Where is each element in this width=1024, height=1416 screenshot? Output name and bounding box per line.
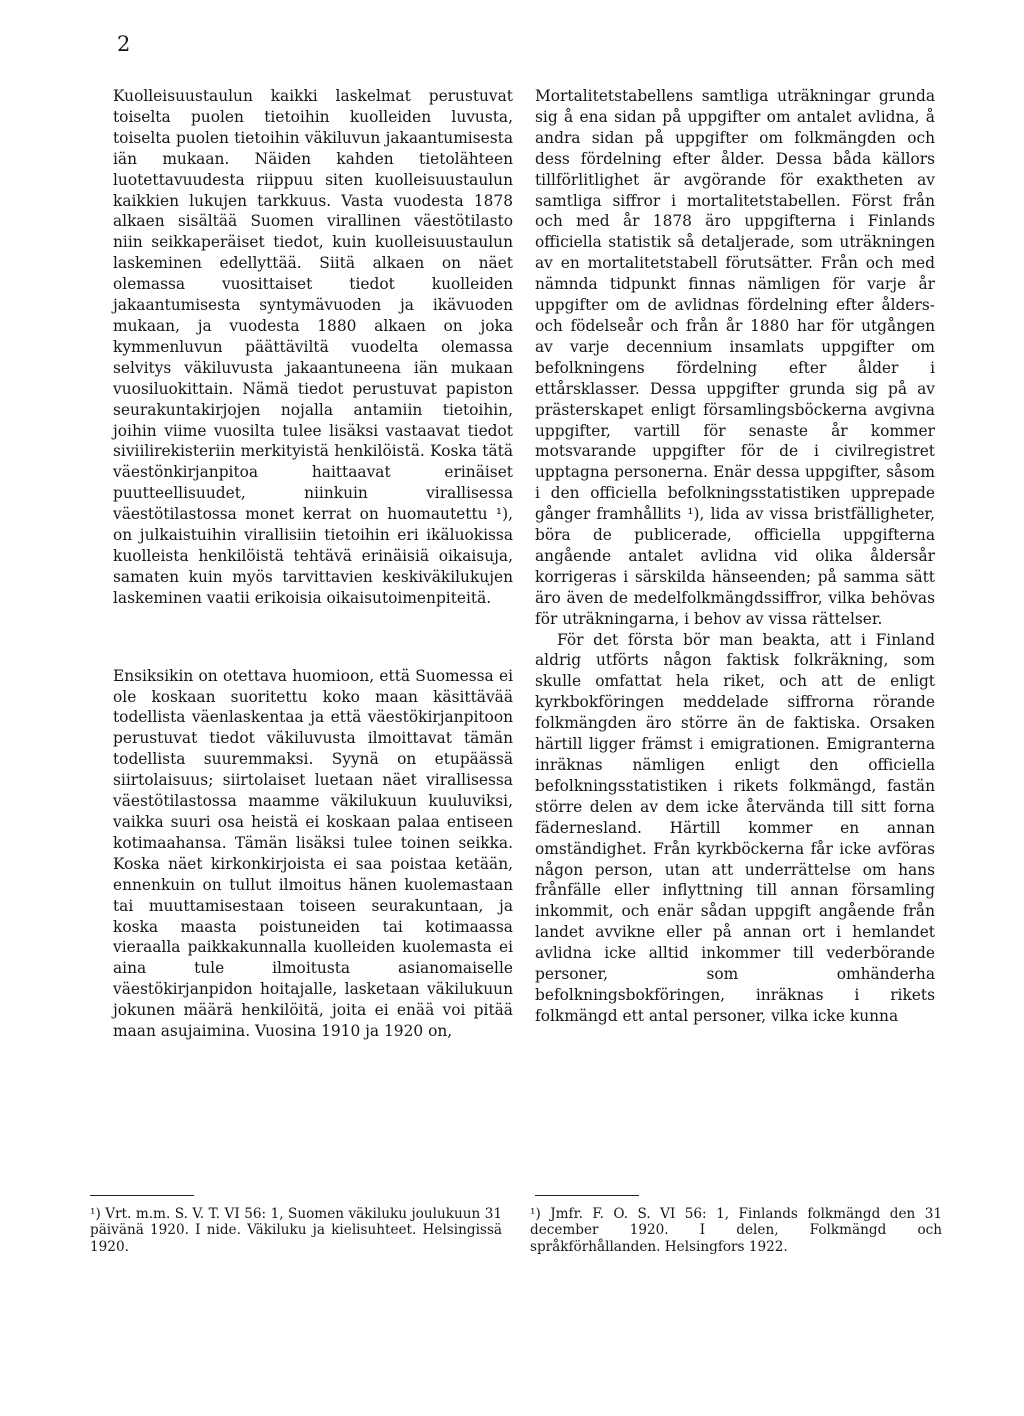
finnish-paragraph-2: Ensiksikin on otettava huomioon, että Suomessa ei ole koskaan suoritettu koko maan käsittävää todellista väenlaskentaa ja että väestökirjanpitoon perustuvat tiedot väkiluvusta ilmoittavat tämän todellista suuremmaksi. Syynä on etupäässä siirtolaisuus; siirtolaiset luetaan näet virallisessa väestötilastossa maamme väkilukuun kuuluviksi, vaikka suuri osa heistä ei koskaan palaa entiseen kotimaahansa. Tämän lisäksi tulee toinen seikka. Koska näet kirkonkirjoista ei saa poistaa ketään, ennenkuin on tullut ilmoitus hänen kuolemastaan tai muuttamisestaan toiseen seurakuntaan, ja koska maasta poistuneiden tai kotimaassa vieraalla paikkakunnalla kuolleiden kuolemasta ei aina tule ilmoitusta asianomaiselle väestökirjanpidon hoitajalle, lasketaan väkilukuun jokunen määrä henkilöitä, joita ei enää voi pitää maan asujaimina. Vuosina 1910 ja 1920 on, bbox=[113, 666, 513, 1041]
finnish-column bbox=[113, 86, 513, 1042]
page-number: 2 bbox=[117, 32, 131, 56]
finnish-footnote-rule bbox=[90, 1195, 194, 1196]
swedish-column bbox=[535, 86, 935, 1027]
swedish-footnote: ¹) Jmfr. F. O. S. VI 56: 1, Finlands folkmängd den 31 december 1920. I delen, Folkmängd och språkförhållanden. Helsingfors 1922. bbox=[530, 1206, 942, 1255]
swedish-paragraph-2: För det första bör man beakta, att i Finland aldrig utförts någon faktisk folkräkning, som skulle omfattat hela riket, och att de enligt kyrkbokföringen meddelade siffrorna rörande folkmängden äro större än de faktiska. Orsaken härtill ligger främst i emigrationen. Emigranterna inräknas nämligen enligt den officiella befolkningsstatistiken i rikets folkmängd, fastän större delen av dem icke återvända till sitt forna fädernesland. Härtill kommer en annan omständighet. Från kyrkböckerna får icke avföras någon person, utan att underrättelse om hans frånfälle eller inflyttning till annan församling inkommit, och enär sådan uppgift angående från landet avvikne eller på annan ort i hemlandet avlidna icke alltid inkommer till vederbörande personer, som omhänderha befolkningsbokföringen, inräknas i rikets folkmängd ett antal personer, vilka icke kunna bbox=[535, 630, 935, 1025]
swedish-paragraph-1: Mortalitetstabellens samtliga uträkningar grunda sig å ena sidan på uppgifter om antalet avlidna, å andra sidan på uppgifter om folkmängden och dess fördelning efter ålder. Dessa båda källors tillförlitlighet är avgörande för exaktheten av samtliga siffror i mortalitetstabellen. Först från och med år 1878 äro uppgifterna i Finlands officiella statistik så detaljerade, som uträkningen av en mortalitetstabell förutsätter. Från och med nämnda tidpunkt finnas nämligen för varje år uppgifter om de avlidnas fördelning efter ålders- och födelseår och från år 1880 har för utgången av varje decennium insamlats uppgifter om befolkningens fördelning efter ålder i ettårsklasser. Dessa uppgifter grunda sig på av prästerskapet enligt församlingsböckerna avgivna uppgifter, vartill för senaste år kommer motsvarande uppgifter för de i civilregistret upptagna personerna. Enär dessa uppgifter, såsom i den officiella befolkningsstatistiken upprepade gånger framhållits ¹), lida av vissa bristfälligheter, böra de publicerade, officiella uppgifterna angående antalet avlidna vid olika åldersår korrigeras i särskilda hänseenden; på samma sätt äro även de medelfolkmängdssiffror, vilka behövas för uträkningarna, i behov av vissa rättelser. bbox=[535, 87, 935, 628]
finnish-footnote: ¹) Vrt. m.m. S. V. T. VI 56: 1, Suomen väkiluku joulukuun 31 päivänä 1920. I nide. Väkiluku ja kielisuhteet. Helsingissä 1920. bbox=[90, 1206, 502, 1255]
swedish-footnote-rule bbox=[535, 1195, 639, 1196]
finnish-paragraph-1: Kuolleisuustaulun kaikki laskelmat perustuvat toiselta puolen tietoihin kuolleiden luvusta, toiselta puolen tietoihin väkiluvun jakaantumisesta iän mukaan. Näiden kahden tietolähteen luotettavuudesta riippuu siten kuolleisuustaulun kaikkien lukujen tarkkuus. Vasta vuodesta 1878 alkaen sisältää Suomen virallinen väestötilasto niin seikkaperäiset tiedot, kuin kuolleisuustaulun laskeminen edellyttää. Siitä alkaen on näet olemassa vuosittaiset tiedot kuolleiden jakaantumisesta syntymävuoden ja ikävuoden mukaan, ja vuodesta 1880 alkaen on joka kymmenluvun päättäviltä vuodelta olemassa selvitys väkiluvusta jakaantuneena iän mukaan vuosiluokittain. Nämä tiedot perustuvat papiston seurakuntakirjojen nojalla antamiin tietoihin, joihin viime vuosilta tulee lisäksi vastaavat tiedot siviilirekisteriin merkityistä henkilöistä. Koska tätä väestönkirjanpitoa haittaavat erinäiset puutteellisuudet, niinkuin virallisessa väestötilastossa monet kerrat on huomautettu ¹), on julkaistuihin virallisiin tietoihin eri ikäluokissa kuolleista henkilöistä tehtävä erinäisiä oikaisuja, samaten kuin myös tarvittavien keskiväkilukujen laskeminen vaatii erikoisia oikaisutoimenpiteitä. bbox=[113, 87, 513, 607]
